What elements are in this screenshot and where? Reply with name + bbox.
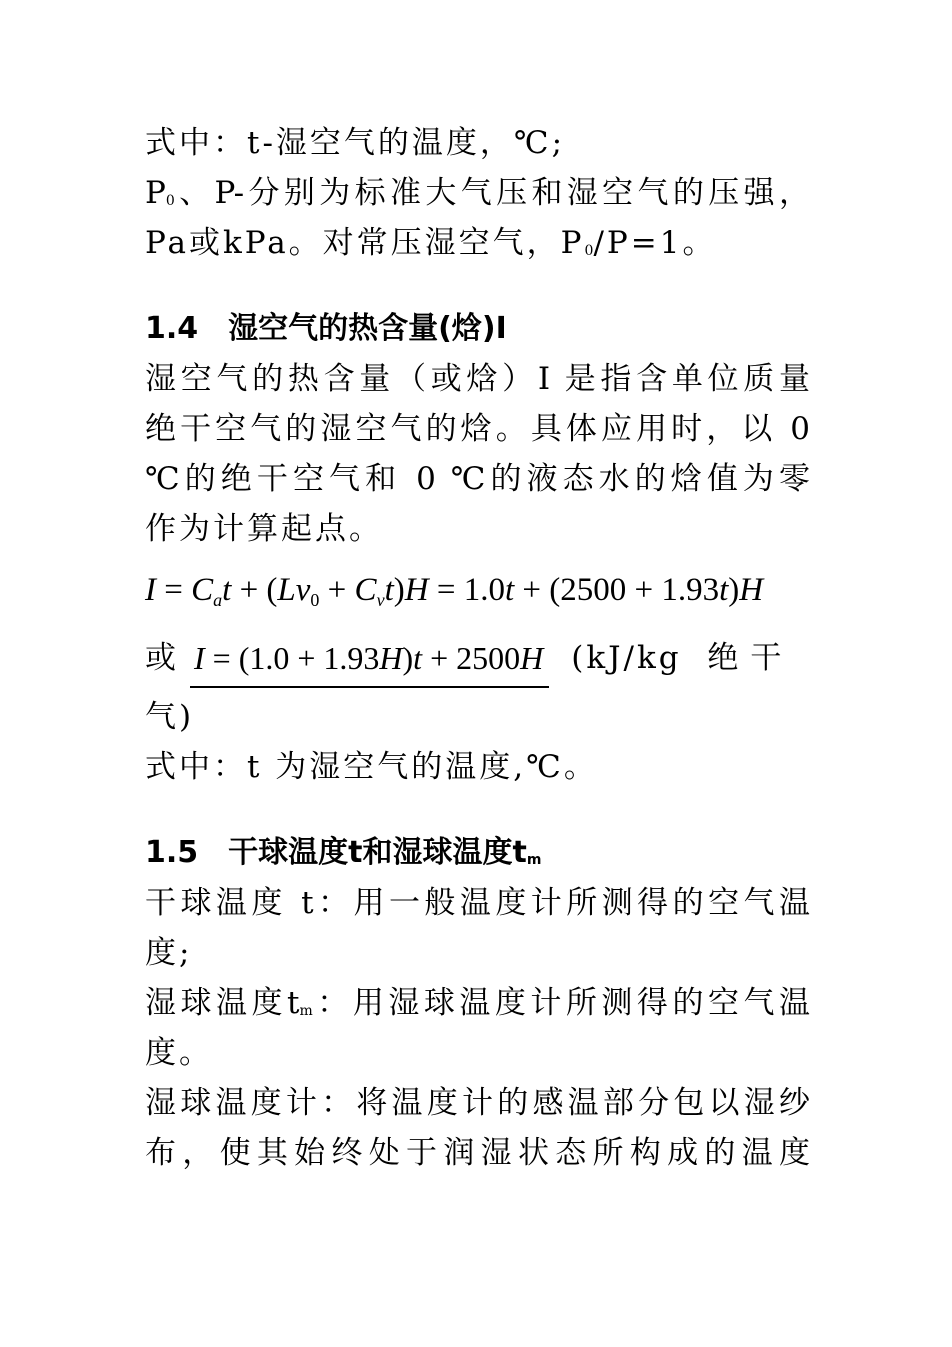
text-line: 湿空气的热含量（或焓）I 是指含单位质量 bbox=[145, 361, 810, 397]
text-run: 、P-分别为标准大气压和湿空气的压强， bbox=[174, 175, 810, 211]
enthalpy-formula: $I = C_at + (Lv_0 + C_vt)H = 1.0t + (2500 + 1.93t)H$ bbox=[145, 572, 764, 610]
section-heading-1-4 bbox=[145, 304, 810, 354]
document-page bbox=[145, 118, 810, 1178]
section-number: 1.4 bbox=[145, 311, 199, 346]
text-line: 式中：t-湿空气的温度，℃; bbox=[145, 125, 566, 161]
section-title: 干球温度t和湿球温度t bbox=[228, 835, 527, 870]
text-line bbox=[145, 168, 810, 218]
text-line: 绝干空气的湿空气的焓。具体应用时，以 0 bbox=[145, 411, 810, 447]
or-label: 或 bbox=[145, 640, 176, 676]
subscript: m bbox=[299, 1003, 313, 1019]
text-line bbox=[145, 978, 810, 1028]
text-run: /P=1。 bbox=[593, 225, 717, 261]
text-line: 气) bbox=[145, 699, 195, 735]
text-line: 湿球温度计：将温度计的感温部分包以湿纱 bbox=[145, 1085, 810, 1121]
text-line: 干球温度 t：用一般温度计所测得的空气温 bbox=[145, 885, 810, 921]
enthalpy-formula-alt bbox=[145, 630, 810, 692]
text-run: ：用湿球温度计所测得的空气温 bbox=[312, 985, 810, 1021]
unit-label bbox=[571, 630, 793, 686]
subscript: m bbox=[526, 852, 542, 868]
text-line: 式中：t 为湿空气的温度,℃。 bbox=[145, 749, 598, 785]
subscript: 0 bbox=[584, 243, 594, 259]
text-line: 作为计算起点。 bbox=[145, 511, 383, 547]
section-title: 湿空气的热含量(焓)I bbox=[228, 311, 507, 346]
unit-text: (kJ/kg bbox=[571, 640, 682, 676]
text-line: ℃的绝干空气和 0 ℃的液态水的焓值为零 bbox=[145, 461, 810, 497]
text-line: 度; bbox=[145, 935, 193, 971]
text-line: 度。 bbox=[145, 1035, 213, 1071]
unit-text: 绝干 bbox=[707, 640, 794, 676]
text-line bbox=[145, 218, 810, 268]
section-heading-1-5 bbox=[145, 828, 810, 878]
text-line: 布，使其始终处于润湿状态所构成的温度 bbox=[145, 1135, 810, 1171]
subscript: 0 bbox=[165, 193, 175, 209]
section-number: 1.5 bbox=[145, 835, 199, 870]
underlined-formula: I = (1.0 + 1.93H)t + 2500H bbox=[190, 630, 549, 688]
text-run: 湿球温度t bbox=[145, 985, 300, 1021]
text-run: Pa或kPa。对常压湿空气，P bbox=[145, 225, 585, 261]
symbol-p: P bbox=[145, 175, 166, 211]
